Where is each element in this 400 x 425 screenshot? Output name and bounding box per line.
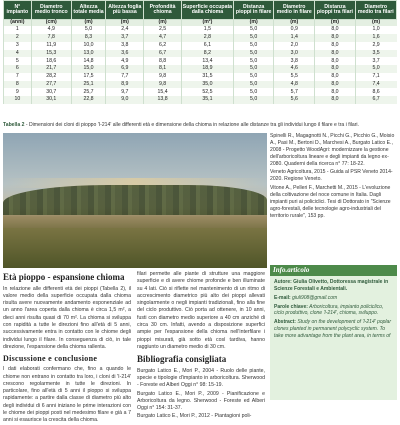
column-header: Diametro medio tronco [31, 1, 71, 20]
table-cell: 7,1 [355, 73, 396, 81]
table-cell: 6 [4, 65, 32, 73]
table-cell: 3,8 [106, 42, 144, 50]
table-cell: 3 [4, 42, 32, 50]
paragraph: I dati elaborati confermano che, fino a quando le chiome non entrano in contatto tra loro, i cloni di 'I-214' crescono regolarmente in tutte le direzioni. In particolare, fino all'età di 5 anni il pioppo si sviluppa rapidamente: a partire dalla classe di diametro più alto degli individui di 6 anni iniziano le prime interazioni con le chiome dei pioppi posti nel medesimo filare e già a 7 anni si esaurisce la crescita della chioma. [3, 366, 131, 424]
table-cell: 1,4 [274, 34, 315, 42]
section-heading: Età pioppo - espansione chioma [3, 272, 125, 282]
table-cell: 8,0 [315, 26, 355, 34]
table-caption [3, 122, 399, 128]
table-cell: 8,0 [315, 73, 355, 81]
table-cell: 8,0 [315, 34, 355, 42]
reference-item: Vitone A., Pelleri F., Marchetti M., 2015 - L'evoluzione della coltivazione del noce comune in Italia. Dagli impianti puri ai policiclici. Tesi di Dottorato in "Scienze agro-forestali, delle tecnologie agro-industriali del territorio rurale", 153 pp. [270, 185, 391, 219]
table-cell: 6,7 [355, 96, 396, 104]
bibliography-heading: Bibliografia consigliata [137, 354, 227, 365]
table-cell: 4,8 [274, 81, 315, 89]
table-row [4, 34, 397, 42]
table-cell: 6,7 [144, 50, 181, 58]
table-cell: 1,6 [355, 34, 396, 42]
poplar-dimensions-table [3, 0, 397, 104]
table-row [4, 50, 397, 58]
table-cell: 5,0 [234, 88, 274, 96]
table-cell: 14,8 [71, 57, 105, 65]
table-row [4, 65, 397, 73]
table-cell: 8,0 [315, 57, 355, 65]
table-cell: 5,0 [234, 50, 274, 58]
table-cell: 4,6 [274, 65, 315, 73]
table-cell: 1,0 [355, 26, 396, 34]
reference-item: Veneto Agricoltura, 2015 - Guida al PSR Veneto 2014-2020. Regione Veneto. [270, 169, 393, 183]
table-cell: 0,9 [274, 26, 315, 34]
table-cell: 1 [4, 26, 32, 34]
table-cell: 8,0 [315, 96, 355, 104]
caption-label: Tabella 2 [3, 122, 25, 128]
table-cell: 52,5 [181, 88, 233, 96]
unit-cell: (m) [71, 20, 105, 27]
table-cell: 10,0 [71, 42, 105, 50]
column-header: Superficie occupata dalla chioma [181, 1, 233, 20]
unit-cell: (m) [274, 20, 315, 27]
table-cell: 35,0 [181, 81, 233, 89]
table-cell: 2,9 [355, 42, 396, 50]
column-header: Altezza foglia più bassa [106, 1, 144, 20]
table-cell: 13,8 [144, 96, 181, 104]
table-cell: 8,0 [315, 42, 355, 50]
table-cell: 3,8 [274, 57, 315, 65]
table-cell: 4 [4, 50, 32, 58]
column-header: Profondità chioma [144, 1, 181, 20]
email-info: E-mail: giuli908@gmail.com [274, 294, 338, 301]
paragraph: In relazione alle differenti età dei pioppi (Tabella 2), il valore medio della superficie occupata dalla chioma risulta avere nuovamente andamento esponenziale ad un anno l'area coperta dalla chioma è circa 1,5 m², a dieci anni risulta quasi di 70 m². La chioma si sviluppa con rapidità a tutte le direzioni fino all'età di 5 anni, successivamente entra in contatto con le chiome degli individui lungo il filare. In conseguenza di ciò, in tale direzione, l'espansione della chioma rallenta. [3, 285, 131, 350]
table-cell: 8,6 [355, 88, 396, 96]
table-cell: 8,3 [71, 34, 105, 42]
column-header: Diametro medio tra filari [355, 1, 396, 20]
unit-cell: (m) [355, 20, 396, 27]
table-cell: 3,7 [355, 57, 396, 65]
table-cell: 15,4 [144, 88, 181, 96]
table-cell: 5,7 [274, 88, 315, 96]
table-cell: 21,7 [31, 65, 71, 73]
unit-cell: (cm) [31, 20, 71, 27]
section-heading: Discussione e conclusione [3, 354, 98, 364]
table-row [4, 57, 397, 65]
table-cell: 4,9 [31, 26, 71, 34]
table-cell: 25,7 [71, 88, 105, 96]
table-cell: 25,1 [71, 81, 105, 89]
unit-cell: (anni) [4, 20, 32, 27]
table-cell: 8 [4, 81, 32, 89]
table-cell: 5,0 [234, 81, 274, 89]
paragraph: filari permette alle piante di strutture una maggiore superficie e di avere chiome profonde e ben illuminate su 4 lati. Ciò si riflette nel mantenimento di un ritmo di accrescimento diametrico più alto dei pioppi allevati singolarmente o negli impianti tradizionali, fino alla fine del ciclo produttivo. Ciò porta ad ottenere, in 10 anni, fusti con diametro medio superiore a 40 cm anziché di circa 30 cm. Infatti, avendo a disposizione superfici ampie per l'espansione della chioma nell'interfilare i pioppi misurati, già sotto età così tardiva, hanno raggiunto un diametro medio di 30 cm. [137, 271, 265, 350]
table-cell: 10 [4, 96, 32, 104]
table-cell: 35,1 [181, 96, 233, 104]
column-header: N° impianto [4, 1, 32, 20]
table-cell: 2,8 [181, 34, 233, 42]
table-row [4, 81, 397, 89]
table-cell: 30,1 [31, 96, 71, 104]
table-cell: 5,6 [274, 96, 315, 104]
text-column-left [3, 271, 131, 424]
poplar-plantation-photo [3, 133, 267, 268]
article-info-panel [270, 265, 397, 400]
reference-item: Spinelli R., Magagnotti N., Picchi G., Picchio G., Moisio A., Pasi M., Bertoni D., Marchesi A., Burgato Latico E., 2008 - Progetto WoodAgri: modernizzare la gestione dell'arboricoltura lineare e degli impianti da legno ex-2080. Quaderni della ricerca n° 77: 18-22. [270, 133, 395, 167]
column-header: Distanza pioppi tra filari [315, 1, 355, 20]
table-cell: 6,2 [144, 42, 181, 50]
table-cell: 8,0 [315, 65, 355, 73]
table-body [4, 26, 397, 104]
table-row [4, 88, 397, 96]
table-cell: 7,4 [355, 81, 396, 89]
column-header: Diametro medio in filare [274, 1, 315, 20]
table-cell: 7,7 [106, 73, 144, 81]
keywords-info: Parole chiave: Arboricoltura, impianto policiclico, ciclo produttivo, clone 'I-214', chioma, sviluppo. [274, 303, 384, 317]
info-header: Info.articolo [270, 265, 397, 276]
table-cell: 7 [4, 73, 32, 81]
table-cell: 9,8 [144, 73, 181, 81]
table-cell: 7,8 [31, 34, 71, 42]
table-cell: 15,3 [31, 50, 71, 58]
table-row [4, 73, 397, 81]
table-cell: 5,0 [234, 73, 274, 81]
table-cell: 5,0 [234, 96, 274, 104]
table-cell: 28,2 [31, 73, 71, 81]
column-header: Distanza pioppi in filare [234, 1, 274, 20]
table-cell: 6,9 [106, 65, 144, 73]
table-cell: 3,7 [106, 34, 144, 42]
table-row [4, 26, 397, 34]
reference-item: Burgato Latico E., Mori P., 2012 - Piantagioni poli- [137, 413, 252, 420]
unit-cell: (m) [144, 20, 181, 27]
unit-cell: (m) [234, 20, 274, 27]
column-header: Altezza totale media [71, 1, 105, 20]
table-cell: 2,0 [274, 42, 315, 50]
table-cell: 2 [4, 34, 32, 42]
table-cell: 8,8 [144, 57, 181, 65]
table-cell: 9,8 [144, 81, 181, 89]
table-cell: 8,0 [315, 50, 355, 58]
table-cell: 8,0 [315, 88, 355, 96]
table-cell: 8,1 [144, 65, 181, 73]
table-cell: 15,0 [71, 65, 105, 73]
table-cell: 3,5 [355, 50, 396, 58]
table-cell: 18,6 [31, 57, 71, 65]
table-cell: 8,2 [181, 50, 233, 58]
abstract-info: Abstract: Study on the development of 'I-214' poplar clones planted in permanent polycyclic system. To take more advantage from the plant area, in terms of [274, 319, 391, 339]
table-cell: 4,9 [106, 57, 144, 65]
author-info: Autore: Giulia Olivetto, Dottoressa magistrale in Scienze Forestali e Ambientali. [274, 279, 389, 293]
table-cell: 3,0 [274, 50, 315, 58]
table-cell: 5,0 [234, 34, 274, 42]
table-cell: 9,0 [106, 96, 144, 104]
table-cell: 9,7 [106, 88, 144, 96]
table-cell: 4,7 [144, 34, 181, 42]
table-cell: 2,5 [144, 26, 181, 34]
table-cell: 8,9 [106, 81, 144, 89]
table-cell: 8,0 [315, 81, 355, 89]
dimensions-table-section [0, 0, 400, 104]
text-column-middle [137, 271, 265, 420]
table-cell: 13,0 [71, 50, 105, 58]
references-continued [270, 133, 397, 263]
unit-cell: (m) [106, 20, 144, 27]
table-cell: 5,0 [234, 26, 274, 34]
reference-item: Burgato Latico E., Mori P., 2009 - Pianificazione e Arboricoltura da legno. Sherwood - Foreste ed Alberi Oggi n° 154: 31-37. [137, 390, 265, 412]
table-cell: 5,0 [234, 65, 274, 73]
table-cell: 5,0 [355, 65, 396, 73]
table-cell: 6,1 [181, 42, 233, 50]
table-cell: 22,8 [71, 96, 105, 104]
reference-item: Burgato Latico E., Mori P., 2004 - Ruolo delle piante, specie e tipologie d'impianto in arboricoltura. Sherwood - Foreste ed Alberi Oggi n° 98: 15-19. [137, 367, 265, 389]
table-units-row [4, 20, 397, 27]
table-cell: 18,9 [181, 65, 233, 73]
table-cell: 5,0 [234, 42, 274, 50]
table-cell: 13,4 [181, 57, 233, 65]
table-cell: 3,6 [106, 50, 144, 58]
table-cell: 31,5 [181, 73, 233, 81]
table-cell: 27,7 [31, 81, 71, 89]
table-cell: 2,4 [106, 26, 144, 34]
table-cell: 30,7 [31, 88, 71, 96]
table-cell: 1,5 [181, 26, 233, 34]
table-cell: 5,5 [274, 73, 315, 81]
table-cell: 11,9 [31, 42, 71, 50]
email-link[interactable]: giuli908@gmail.com [292, 294, 338, 301]
table-cell: 5,0 [71, 26, 105, 34]
table-row [4, 42, 397, 50]
unit-cell: (m²) [181, 20, 233, 27]
table-header-row [4, 1, 397, 20]
table-row [4, 96, 397, 104]
table-cell: 17,5 [71, 73, 105, 81]
caption-text: - Dimensioni dei cloni di pioppo 'I-214' alle differenti età e dimensione della chioma in relazione alle distanze tra gli individui lungo il filare e tra i filari. [24, 122, 359, 128]
unit-cell: (m) [315, 20, 355, 27]
table-cell: 5 [4, 57, 32, 65]
table-cell: 5,0 [234, 57, 274, 65]
table-cell: 9 [4, 88, 32, 96]
